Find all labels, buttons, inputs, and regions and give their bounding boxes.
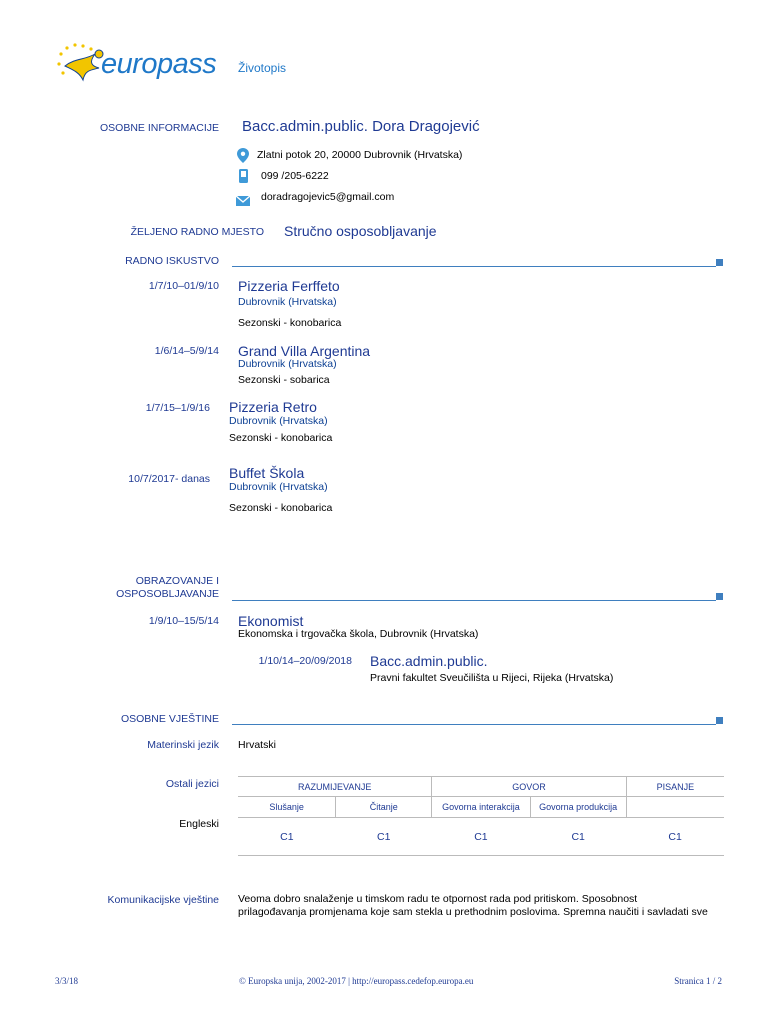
work-date: 1/6/14–5/9/14 — [154, 345, 219, 357]
section-label-work-experience: RADNO ISKUSTVO — [125, 255, 219, 267]
email-link[interactable]: doradragojevic5@gmail.com — [261, 191, 395, 203]
level-cell: C1 — [571, 830, 585, 843]
work-location: Dubrovnik (Hrvatska) — [229, 481, 328, 493]
table-group-header: GOVOR — [432, 777, 626, 797]
footer-page-number: Stranica 1 / 2 — [674, 976, 722, 986]
level-cell: C1 — [668, 830, 682, 843]
communication-skills-text: Veoma dobro snalaženje u timskom radu te otpornost rada pod pritiskom. Sposobnost — [238, 893, 638, 905]
phone-text: 099 /205-6222 — [261, 170, 329, 182]
section-label-personal-skills: OSOBNE VJEŠTINE — [120, 713, 219, 725]
level-cell: C1 — [377, 830, 391, 843]
work-position: Sezonski - sobarica — [238, 374, 330, 386]
section-label-education: OSPOSOBLJAVANJE — [116, 588, 219, 600]
section-divider — [232, 266, 716, 267]
work-employer: Grand Villa Argentina — [238, 343, 371, 359]
communication-skills-label: Komunikacijske vještine — [107, 894, 219, 906]
phone-icon — [239, 169, 248, 188]
email-icon — [236, 193, 250, 211]
work-date: 10/7/2017- danas — [128, 473, 210, 485]
communication-skills-text: prilagođavanja promjenama koje sam stekla u prethodnim poslovima. Spremna naučiti i savladati sve — [238, 906, 708, 918]
work-location: Dubrovnik (Hrvatska) — [238, 358, 337, 370]
mother-tongue-value: Hrvatski — [238, 739, 276, 751]
desired-job-value: Stručno osposobljavanje — [284, 223, 437, 239]
section-divider — [232, 600, 716, 601]
work-position: Sezonski - konobarica — [238, 317, 342, 329]
work-employer: Buffet Škola — [229, 465, 305, 481]
table-group-header: PISANJE — [656, 781, 695, 792]
work-position: Sezonski - konobarica — [229, 432, 333, 444]
table-subheader: Čitanje — [336, 797, 432, 818]
europass-wordmark: europass — [101, 48, 217, 80]
education-title: Ekonomist — [238, 613, 304, 629]
work-employer: Pizzeria Ferffeto — [238, 278, 340, 294]
europass-logo — [55, 40, 225, 88]
work-location: Dubrovnik (Hrvatska) — [238, 296, 337, 308]
level-cell: C1 — [280, 830, 294, 843]
mother-tongue-label: Materinski jezik — [147, 739, 219, 751]
location-icon — [237, 148, 249, 168]
footer-copyright[interactable]: © Europska unija, 2002-2017 | http://europass.cedefop.europa.eu — [239, 976, 474, 986]
work-employer: Pizzeria Retro — [229, 399, 317, 415]
section-label-personal-info: OSOBNE INFORMACIJE — [99, 122, 219, 134]
education-school: Pravni fakultet Sveučilišta u Rijeci, Rijeka (Hrvatska) — [370, 672, 614, 684]
address-text: Zlatni potok 20, 20000 Dubrovnik (Hrvatska) — [257, 149, 463, 161]
desired-job-label: ŽELJENO RADNO MJESTO — [130, 226, 264, 238]
education-title: Bacc.admin.public. — [370, 653, 488, 669]
work-location: Dubrovnik (Hrvatska) — [229, 415, 328, 427]
education-date: 1/9/10–15/5/14 — [148, 615, 219, 627]
section-divider-marker — [716, 717, 723, 724]
section-divider — [232, 724, 716, 725]
work-position: Sezonski - konobarica — [229, 502, 333, 514]
person-name: Bacc.admin.public. Dora Dragojević — [242, 118, 480, 135]
education-date: 1/10/14–20/09/2018 — [258, 655, 352, 667]
section-divider-marker — [716, 259, 723, 266]
work-date: 1/7/10–01/9/10 — [148, 280, 219, 292]
other-languages-label: Ostali jezici — [165, 778, 219, 790]
table-subheader: Slušanje — [238, 797, 336, 818]
section-label-education: OBRAZOVANJE I — [135, 575, 219, 587]
language-name: Engleski — [179, 818, 219, 830]
table-subheader-empty — [626, 797, 724, 818]
table-subheader: Govorna produkcija — [530, 797, 626, 818]
table-group-header: RAZUMIJEVANJE — [238, 777, 432, 797]
table-subheader: Govorna interakcija — [432, 797, 530, 818]
section-divider-marker — [716, 593, 723, 600]
document-title: Životopis — [238, 61, 287, 75]
work-date: 1/7/15–1/9/16 — [145, 402, 210, 414]
education-school: Ekonomska i trgovačka škola, Dubrovnik (Hrvatska) — [238, 628, 479, 640]
footer-date: 3/3/18 — [55, 976, 79, 986]
level-cell: C1 — [474, 830, 488, 843]
language-skills-table — [238, 776, 724, 856]
